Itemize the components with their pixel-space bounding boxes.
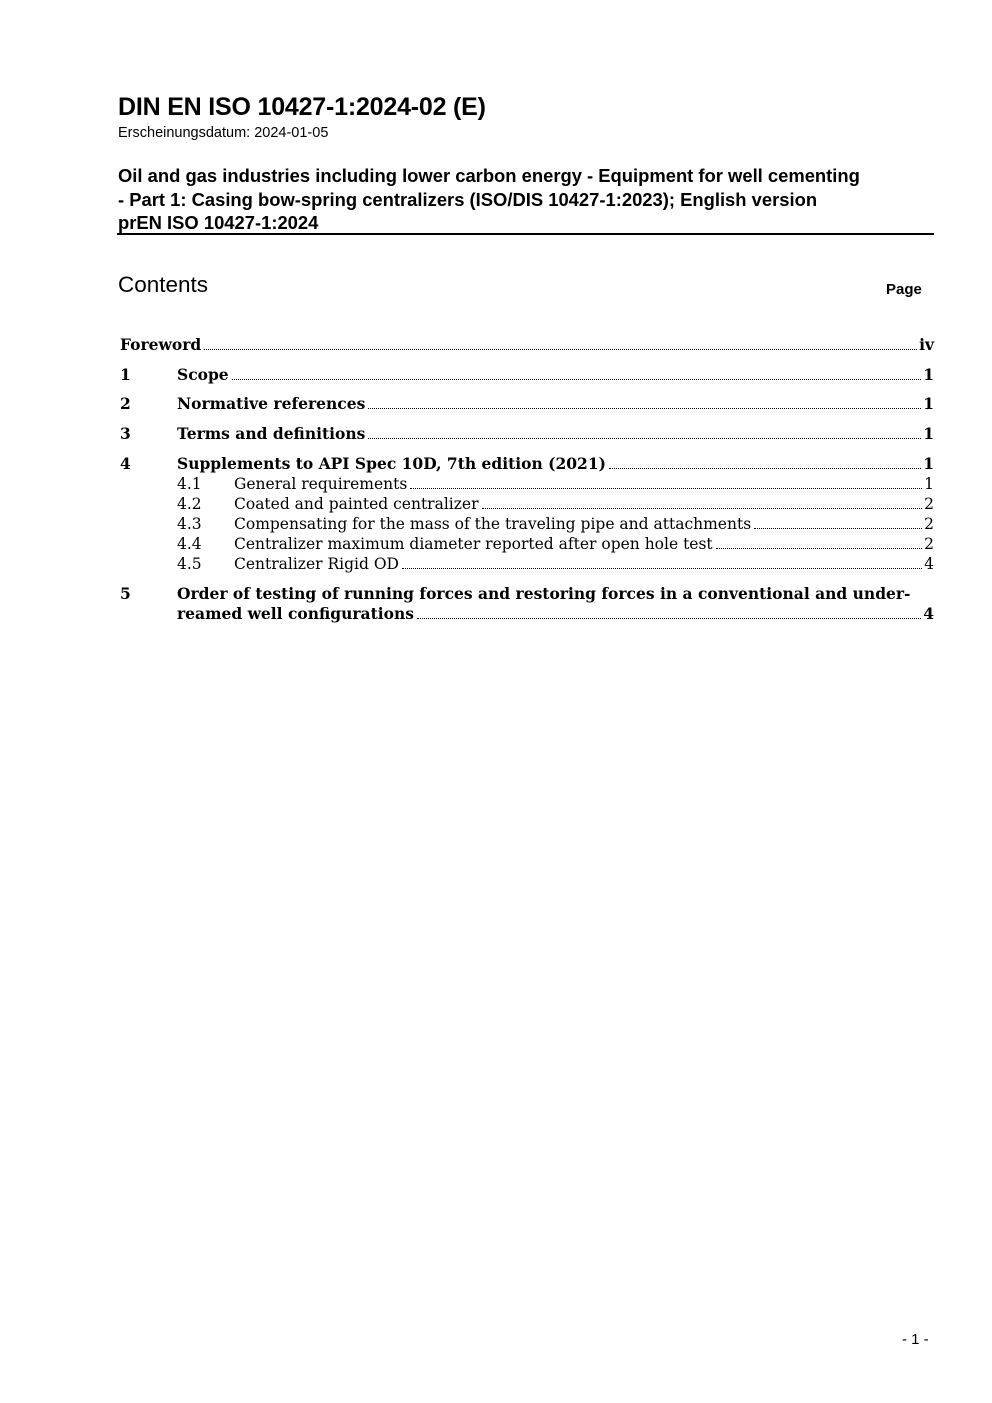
toc-entry-number: 5 [120,584,131,603]
toc-entry-number: 4.5 [177,555,202,573]
toc-entry-number: 2 [120,394,131,413]
toc-entry-number: 4 [120,454,131,473]
dot-leader [754,515,922,529]
toc-subentry-general-requirements[interactable] [0,474,992,494]
dot-leader [482,495,923,509]
toc-entry-title: Normative references [177,394,366,413]
toc-entry-page: 4 [924,555,934,573]
toc-entry-terms-and-definitions[interactable] [0,424,992,444]
toc-entry-number: 3 [120,424,131,443]
toc-entry-foreword[interactable] [0,335,992,355]
title-line: - Part 1: Casing bow-spring centralizers (ISO/DIS 10427-1:2023); English version [118,188,818,210]
toc-subentry-coated-painted[interactable] [0,494,992,514]
toc-entry-title: Terms and definitions [177,424,366,443]
toc-subentry-rigid-od[interactable] [0,554,992,574]
toc-entry-title-line: reamed well configurations [177,604,414,623]
toc-entry-number: 4.4 [177,535,202,553]
toc-entry-title: General requirements [234,475,408,493]
toc-entry-supplements[interactable] [0,454,992,474]
toc-entry-number: 4.2 [177,495,202,513]
toc-entry-title: Scope [177,365,229,384]
toc-entry-scope[interactable] [0,365,992,385]
title-line: prEN ISO 10427-1:2024 [118,212,319,233]
title-line: Oil and gas industries including lower carbon energy - Equipment for well cementing [118,165,860,186]
toc-entry-order-of-testing-continued[interactable] [0,604,992,624]
toc-entry-title: Centralizer Rigid OD [234,555,399,573]
toc-entry-title: Foreword [120,335,202,354]
dot-leader [368,425,921,439]
dot-leader [609,455,921,469]
title-divider [117,233,934,235]
footer-page-number: - 1 - [902,1331,929,1348]
dot-leader [232,366,922,380]
publication-date: Erscheinungsdatum: 2024-01-05 [118,125,329,141]
contents-heading: Contents [118,272,209,297]
dot-leader [410,475,922,489]
dot-leader [417,605,921,619]
document-title [118,164,933,235]
toc-entry-normative-references[interactable] [0,394,992,414]
page-column-heading: Page [886,281,922,298]
toc-entry-title: Compensating for the mass of the traveling pipe and attachments [234,515,752,533]
toc-subentry-compensating-mass[interactable] [0,514,992,534]
toc-entry-number: 4.3 [177,515,202,533]
toc-entry-page: 1 [923,454,934,473]
toc-entry-page: 1 [923,365,934,384]
toc-entry-title-line: Order of testing of running forces and restoring forces in a conventional and under- [177,584,911,603]
toc-entry-page: 1 [924,475,934,493]
toc-subentry-maximum-diameter[interactable] [0,534,992,554]
toc-entry-number: 4.1 [177,475,202,493]
toc-entry-page: 2 [924,535,934,553]
toc-entry-order-of-testing[interactable] [0,584,992,604]
toc-entry-page: 2 [924,495,934,513]
toc-entry-title: Coated and painted centralizer [234,495,479,513]
toc-entry-page: iv [919,335,934,354]
toc-entry-page: 1 [923,424,934,443]
document-id: DIN EN ISO 10427-1:2024-02 (E) [118,93,486,121]
toc-entry-page: 1 [923,394,934,413]
dot-leader [204,336,917,350]
toc-entry-title: Supplements to API Spec 10D, 7th edition (2021) [177,454,606,473]
dot-leader [716,535,922,549]
toc-entry-number: 1 [120,365,131,384]
dot-leader [402,555,922,569]
toc-entry-title: Centralizer maximum diameter reported after open hole test [234,535,713,553]
toc-entry-page: 4 [923,604,934,623]
dot-leader [368,395,921,409]
toc-entry-page: 2 [924,515,934,533]
